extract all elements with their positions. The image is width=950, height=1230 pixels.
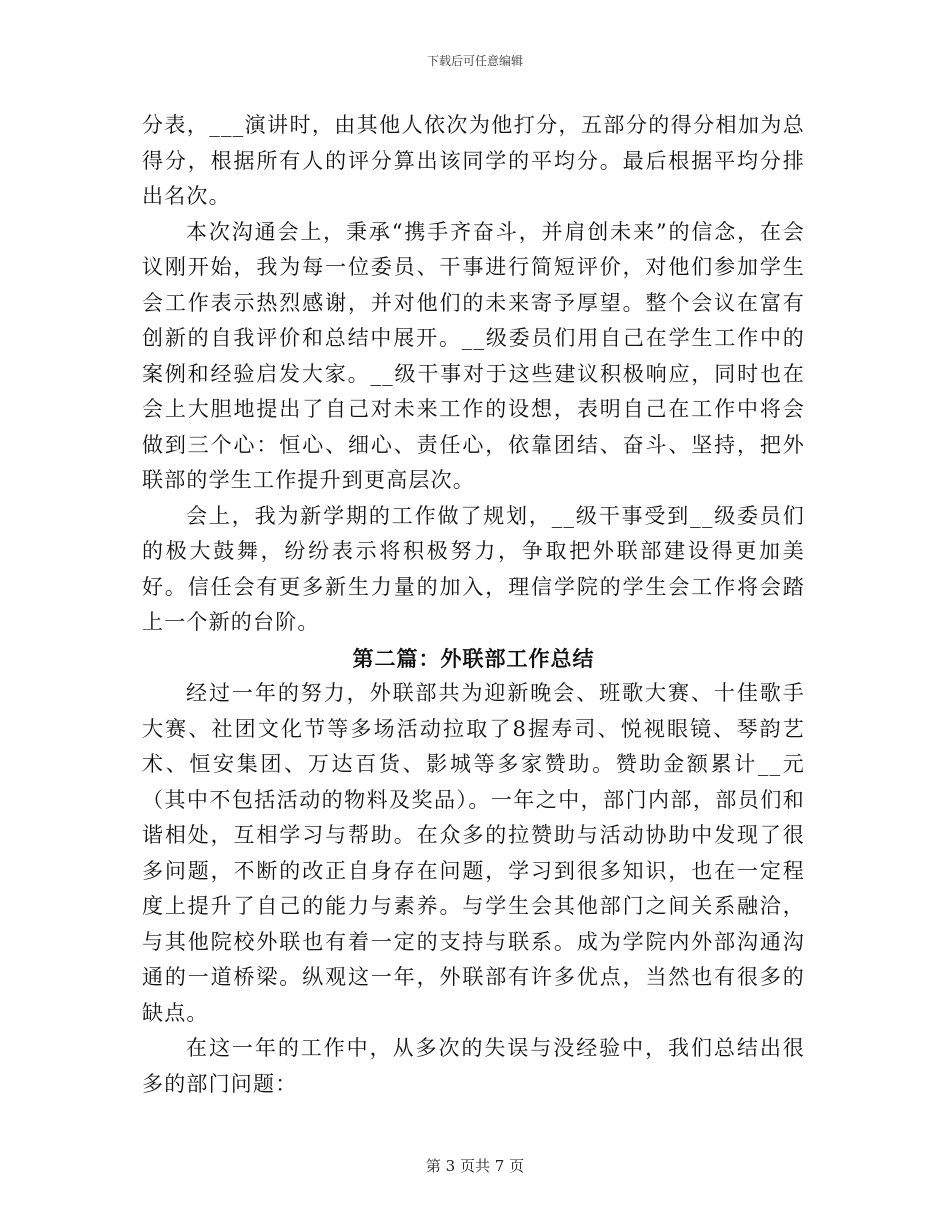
paragraph-continuation: 分表，___演讲时，由其他人依次为他打分，五部分的得分相加为总得分，根据所有人的评分算出该同学的平均分。最后根据平均分排出名次。: [142, 113, 805, 208]
paragraph-planning: 会上，我为新学期的工作做了规划，__级干事受到__级委员们的极大鼓舞，纷纷表示将积极努力，争取把外联部建设得更加美好。信任会有更多新生力量的加入，理信学院的学生会工作将会踏上一个新的台阶。: [142, 503, 805, 634]
paragraph-problems-intro: 在这一年的工作中，从多次的失误与没经验中，我们总结出很多的部门问题：: [142, 1036, 805, 1096]
paragraph-meeting: 本次沟通会上，秉承“携手齐奋斗，并肩创未来”的信念，在会议刚开始，我为每一位委员、干事进行简短评价，对他们参加学生会工作表示热烈感谢，并对他们的未来寄予厚望。整个会议在富有创新的自我评价和总结中展开。__级委员们用自己在学生工作中的案例和经验启发大家。__级干事对于这些建议积极响应，同时也在会上大胆地提出了自己对未来工作的设想，表明自己在工作中将会做到三个心：恒心、细心、责任心，依靠团结、奋斗、坚持，把外联部的学生工作提升到更高层次。: [142, 219, 805, 492]
page-number: 第 3 页共 7 页: [425, 1157, 525, 1175]
page-header-note: 下载后可任意编辑: [426, 54, 523, 68]
paragraph-summary: 经过一年的努力，外联部共为迎新晚会、班歌大赛、十佳歌手大赛、社团文化节等多场活动拉取了8握寿司、悦视眼镜、琴韵艺术、恒安集团、万达百货、影城等多家赞助。赞助金额累计__元（其中不包括活动的物料及奖品）。一年之中，部门内部，部员们和谐相处，互相学习与帮助。在众多的拉赞助与活动协助中发现了很多问题，不断的改正自身存在问题，学习到很多知识，也在一定程度上提升了自己的能力与素养。与学生会其他部门之间关系融洽，与其他院校外联也有着一定的支持与联系。成为学院内外部沟通沟通的一道桥梁。纵观这一年，外联部有许多优点，当然也有很多的缺点。: [142, 681, 805, 1025]
document-body: [142, 108, 805, 1102]
section-title: 第二篇：外联部工作总结: [352, 645, 595, 671]
